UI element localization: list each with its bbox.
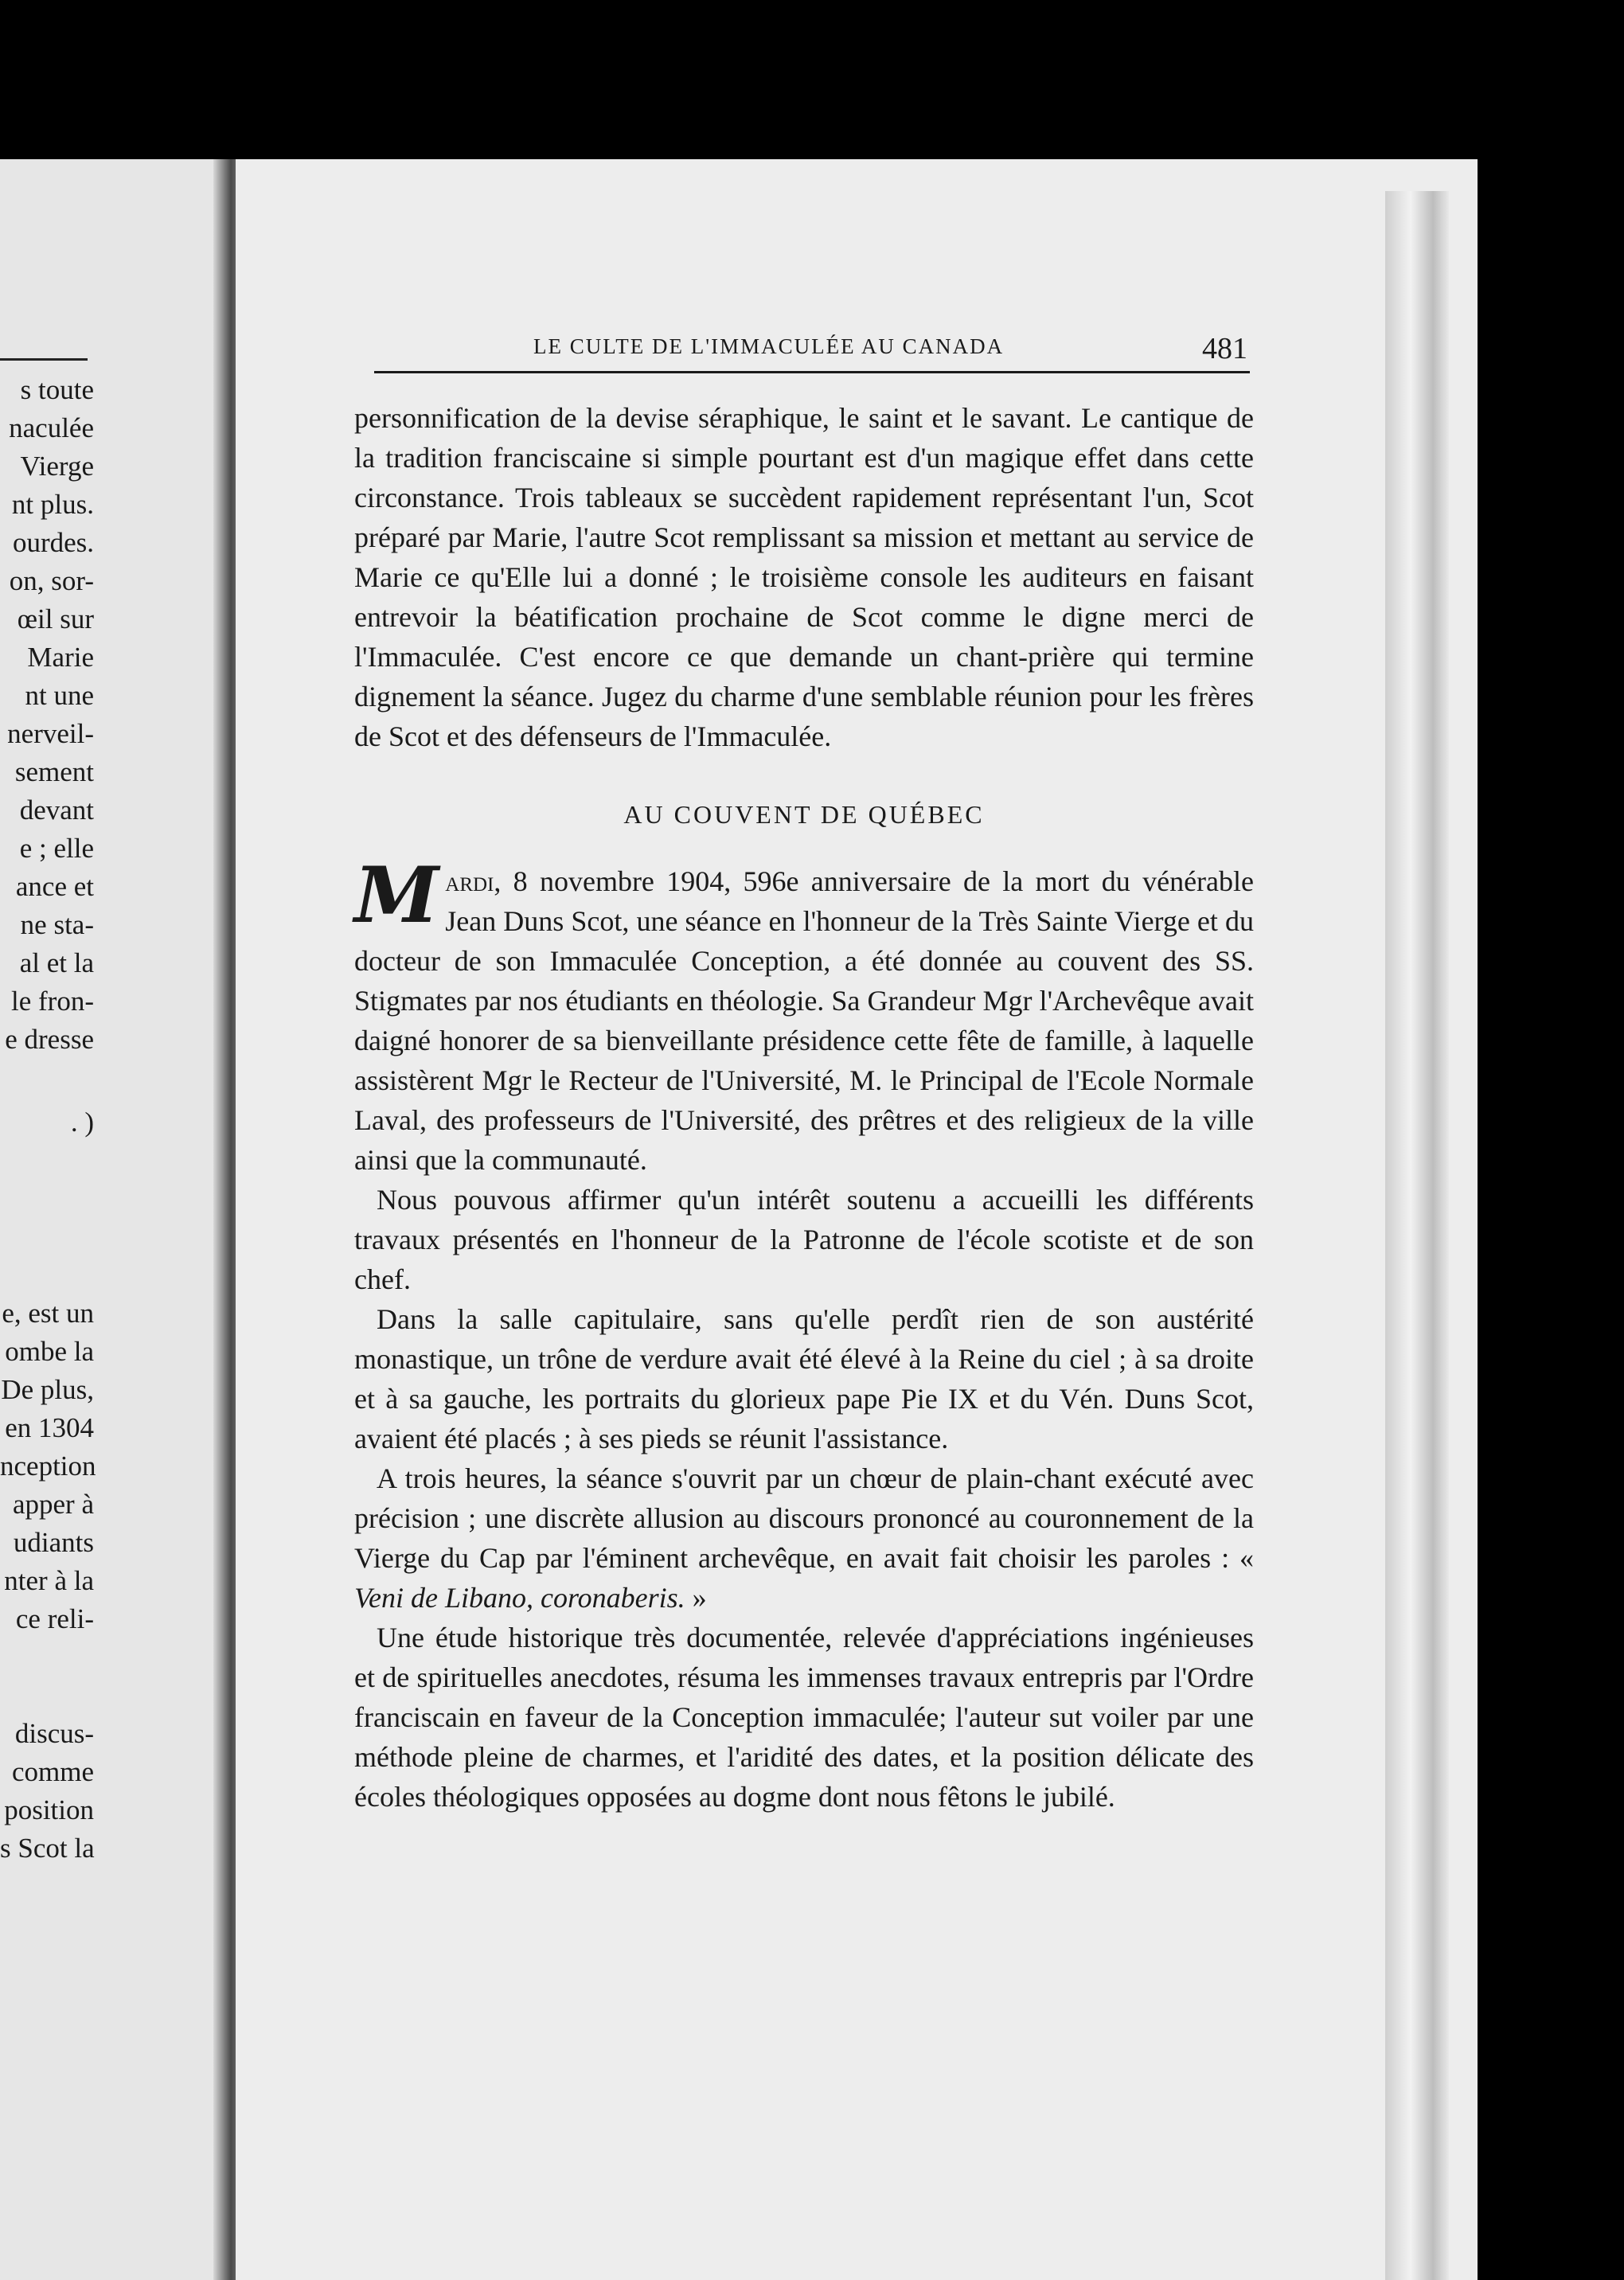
page-header <box>374 325 1250 373</box>
left-page-rule <box>0 358 88 361</box>
left-page-line: en 1304 <box>5 1412 94 1443</box>
left-page-line: œil sur <box>17 603 94 634</box>
header-rule <box>374 371 1250 373</box>
paragraph-4-text: A trois heures, la séance s'ouvrit par un chœur de plain-chant exécuté avec précision ; une discrète allusion au discours prononcé au couronnement de la Vierge du Cap par l'éminent archevêque, en avait fait choisir les paroles : « <box>354 1462 1254 1574</box>
left-page-line: Marie <box>27 642 94 673</box>
left-page-line: s Scot la <box>0 1833 95 1864</box>
opening-paragraph: personnification de la devise séraphique, le saint et le savant. Le cantique de la tradition franciscaine si simple pourtant est d'un magique effet dans cette circonstance. Trois tableaux se succèdent rapidement représentant l'un, Scot préparé par Marie, l'autre Scot remplissant sa mission et mettant au service de Marie ce qu'Elle lui a donné ; le troisième console les auditeurs en faisant entrevoir la béatification prochaine de Scot comme le digne merci de l'Immaculée. C'est encore ce que demande un chant-prière qui termine dignement la séance. Jugez du charme d'une semblable réunion pour les frères de Scot et des défenseurs de l'Immaculée. <box>354 402 1254 752</box>
left-page-line: e dresse <box>5 1024 94 1055</box>
left-page-line: ance et <box>15 871 94 902</box>
left-page-line: al et la <box>19 947 94 978</box>
left-page-line: naculée <box>9 412 94 443</box>
left-page-line: nt une <box>25 680 94 711</box>
left-page-line: . ) <box>70 1107 94 1138</box>
running-title: LE CULTE DE L'IMMACULÉE AU CANADA <box>533 334 1005 358</box>
left-page-line: ourdes. <box>12 527 94 558</box>
paragraph-4-close: » <box>685 1582 707 1614</box>
page-edge <box>1385 191 1449 2280</box>
left-page-line: e, est un <box>2 1298 94 1329</box>
body-text <box>354 398 1254 1817</box>
left-page-line: nt plus. <box>11 489 94 520</box>
left-page-line: s toute <box>20 374 94 405</box>
left-page-line: apper à <box>12 1489 94 1520</box>
left-page-line: nter à la <box>4 1565 94 1596</box>
drop-cap: M <box>354 850 439 940</box>
left-page-line: udiants <box>13 1527 94 1558</box>
left-page-line: devant <box>19 794 94 826</box>
left-page-line: discus- <box>14 1718 94 1749</box>
left-page-line: sement <box>14 756 94 787</box>
left-page-line: Vierge <box>20 451 94 482</box>
paragraph-4 <box>354 1458 1254 1618</box>
left-page-line: ne sta- <box>20 909 94 940</box>
paragraph-1-text: 8 novembre 1904, 596e anniversaire de la mort du vénérable Jean Duns Scot, une séance en l'honneur de la Très Sainte Vierge et du docteur de son Immaculée Conception, a été donnée au couvent des SS. Stigmates par nos étudiants en théologie. Sa Grandeur Mgr l'Archevêque avait daigné honorer de sa bienveillante présidence cette fête de famille, à laquelle assistèrent Mgr le Recteur de l'Université, M. le Principal de l'Ecole Normale Laval, des professeurs de l'Université, des prêtres et des religieux de la ville ainsi que la communauté. <box>354 865 1254 1176</box>
left-page-line: ce reli- <box>15 1603 94 1634</box>
left-page-line: nception <box>0 1450 96 1482</box>
left-page-line: le fron- <box>11 986 94 1017</box>
latin-quote: Veni de Libano, coronaberis. <box>354 1582 685 1614</box>
left-page-line: nerveil- <box>7 718 94 749</box>
left-page-line: on, sor- <box>9 565 94 596</box>
paragraph-1 <box>354 850 1254 1180</box>
left-page-line: De plus, <box>1 1374 94 1405</box>
left-page-line: e ; elle <box>19 833 94 864</box>
paragraph-5: Une étude historique très documentée, relevée d'appréciations ingénieuses et de spirituelles anecdotes, résuma les immenses travaux entrepris par l'Ordre franciscain en faveur de la Conception immaculée; l'auteur sut voiler par une méthode pleine de charmes, et l'aridité des dates, et la position délicate des écoles théologiques opposées au dogme dont nous fêtons le jubilé. <box>354 1622 1254 1813</box>
paragraph-2: Nous pouvous affirmer qu'un intérêt soutenu a accueilli les différents travaux présentés en l'honneur de la Patronne de l'école scotiste et de son chef. <box>354 1184 1254 1295</box>
section-heading: AU COUVENT DE QUÉBEC <box>623 800 985 829</box>
left-page-line: ombe la <box>5 1336 94 1367</box>
page-number: 481 <box>1202 332 1247 365</box>
paragraph-3: Dans la salle capitulaire, sans qu'elle perdît rien de son austérité monastique, un trône de verdure avait été élevé à la Reine du ciel ; à sa droite et à sa gauche, les portraits du glorieux pape Pie IX et du Vén. Duns Scot, avaient été placés ; à ses pieds se réunit l'assistance. <box>354 1303 1254 1454</box>
left-page-line: comme <box>11 1756 94 1787</box>
first-word-rest: ardi, <box>445 865 502 897</box>
left-page-line: position <box>4 1794 94 1825</box>
